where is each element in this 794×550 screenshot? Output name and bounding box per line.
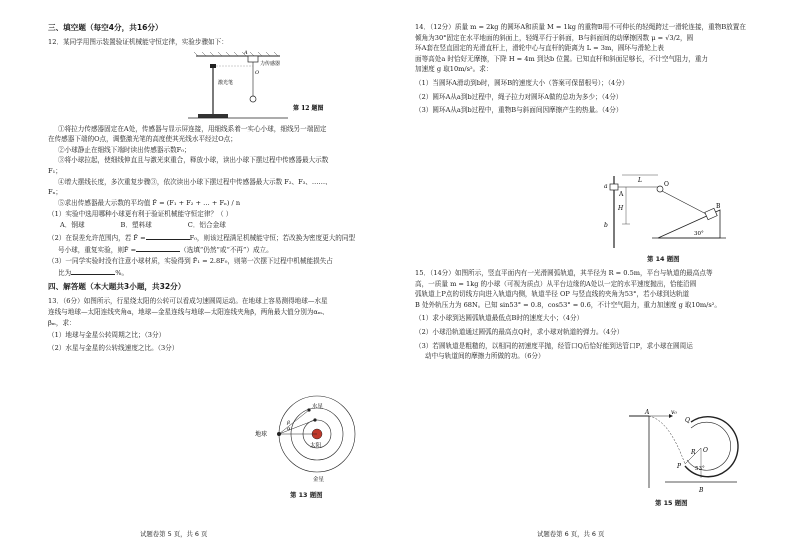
svg-text:激光笔: 激光笔: [218, 79, 234, 86]
q12-part3: （3）一同学实验时没有注意小球材质，实验得到 F̄₁ = 2.8F₀，则第一次摆下过程中机械能损失占: [48, 257, 333, 266]
q14-text-line: 加速度 g 取10m/s²。求：: [415, 65, 493, 74]
q12-step: ③将小球拉起，使细线伸直且与激光束重合，释放小球，读出小球下摆过程中传感器最大示数: [58, 156, 329, 165]
label-B: B: [716, 203, 721, 210]
label-mercury: 水星: [312, 404, 324, 410]
label-a: a: [604, 183, 608, 190]
q14-text-line: 倾角为30°固定在水平地面的斜面上，轻绳平行于斜面，B与斜面间的动摩擦因数 μ = √3/2，圆: [415, 33, 694, 42]
q12-steps: [48, 124, 383, 209]
q14-text-line: 面等高处a 时恰好无摩擦，下降 H = 4m 到达b 位置。已知直杆和斜面足够长，不计空气阻力，重力: [415, 54, 709, 63]
label-b: b: [604, 222, 608, 229]
q12-step: 在传感器下端的O点，调整激光笔的高度使其光线水平经过O点；: [48, 135, 237, 144]
answer-blank: [136, 244, 180, 252]
q12-step: ④增大摆线长度，多次重复步骤③，依次读出小球下摆过程中传感器最大示数 F₂、F₃、……、: [58, 177, 332, 186]
q12-step: ⑤求出传感器最大示数的平均值 F̄ = (F₁ + F₂ + … + Fₙ) / n: [58, 198, 241, 207]
planet-orbits-diagram: [255, 392, 375, 488]
q12-part1: （1）实验中选用哪种小球更有利于验证机械能守恒定律？（ ）: [48, 210, 233, 219]
q13-part2: （2）水星与金星的公转线速度之比。（3分）: [48, 343, 179, 352]
q12-step: ①将拉力传感器固定在A处，传感器与显示屏连接，用细线系着一实心小球，细线另一端固定: [58, 124, 327, 133]
svg-text:O: O: [255, 69, 260, 76]
label-angle: 53°: [695, 466, 705, 472]
q13-text-line: βₘ，求：: [48, 318, 76, 327]
label-earth: 地球: [255, 431, 268, 438]
q14-part2: （2）圆环A从a到b过程中，绳子拉力对圆环A做的总功为多少；（4分）: [415, 92, 623, 101]
label-P: P: [677, 463, 682, 470]
q15-text-line: B 处外轨压力为 68N。已知 sin53° = 0.8，cos53° = 0.6，不计空气阻力，重力加速度 g 取10m/s²。: [415, 300, 722, 309]
section-solve-heading: 四、解答题（本大题共3小题，共32分）: [48, 282, 186, 292]
q12-step: ②小球静止在细线下端时读出传感器示数F₀；: [58, 145, 191, 154]
option-a: A．钢球: [60, 220, 85, 229]
projectile-circular-track-diagram: [625, 408, 745, 498]
label-A: A: [645, 409, 650, 416]
ring-pulley-incline-diagram: [602, 172, 732, 252]
q15-part3-cont: 动中与轨道间的摩擦力所做的功。（6分）: [425, 352, 545, 361]
label-L: L: [638, 177, 642, 184]
figure-13-caption: 第 13 题图: [290, 491, 323, 499]
q15-text-line: 弧轨道上P点的切线方向进入轨道内侧，轨道半径 OP 与竖直线的夹角为53°，若小球到达轨道: [415, 290, 690, 299]
label-venus: 金星: [313, 477, 325, 483]
q14-text-line: 14．（12分）质量 m = 2kg 的圆环A和质量 M = 1kg 的重物B用不可伸长的轻绳跨过一滑轮连接，重物B放置在: [415, 23, 746, 31]
label-H: H: [618, 205, 624, 212]
svg-text:力传感器: 力传感器: [260, 60, 281, 67]
label-beta: β: [287, 420, 290, 426]
q15-block: [415, 268, 766, 362]
section-fill-in-heading: 三、填空题（每空4分，共16分）: [48, 23, 163, 32]
q12-part3-cont: 比为 %。: [58, 268, 129, 277]
option-b: B．塑料球: [120, 220, 152, 229]
pendulum-apparatus-diagram: [48, 48, 383, 124]
label-O: O: [664, 181, 669, 188]
figure-12: [48, 48, 383, 124]
q12-intro: 12．某同学用图示装置验证机械能守恒定律，实验步骤如下：: [48, 38, 228, 46]
page-footer: 试题卷第 5 页，共 6 页: [140, 530, 208, 538]
q15-part3: （3）若圆轨道是粗糙的，以相同的初速度平抛，经管口Q后恰好能到达管口P，求小球在圆周运: [415, 341, 693, 350]
answer-blank: [71, 267, 115, 275]
label-sun: 太阳: [310, 443, 322, 449]
q15-part1: （1）求小球到达圆弧轨道最低点B时的速度大小；（4分）: [415, 314, 584, 323]
figure-14-caption: 第 14 题图: [647, 255, 680, 263]
q15-part2: （2）小球沿轨道通过圆弧的最高点Q时，求小球对轨道的弹力。（4分）: [415, 327, 624, 336]
label-angle: 30°: [694, 231, 704, 237]
page-footer: 试题卷第 6 页，共 6 页: [537, 530, 605, 538]
q14-text-line: 环A套在竖直固定的光滑直杆上，滑轮中心与直杆的距离为 L = 3m，圆环与滑轮上表: [415, 44, 664, 53]
q15-text-line: 高，一质量 m = 1kg 的小球（可视为质点）从平台边缘的A处以一定的水平速度抛出，恰能沿圆: [415, 279, 697, 288]
label-O: O: [703, 447, 708, 454]
q12-part2: （2）在误差允许范围内，若 F̄ = F₀，则该过程满足机械能守恒；若改换为密度更大的同型: [48, 233, 356, 242]
q12-step: F₁；: [48, 166, 62, 175]
label-v0: v₀: [671, 409, 677, 416]
q13-part1: （1）地球与金星公转周期之比；（3分）: [48, 331, 166, 340]
q12-step: Fₙ；: [48, 188, 63, 197]
figure-15-caption: 第 15 题图: [655, 499, 688, 507]
label-Q: Q: [685, 417, 690, 424]
q12-part2-cont: 号小球，重复实验，则F̄ = （选填“仍然”或“不再”）成立。: [58, 245, 273, 254]
q15-text-line: 15．（14分）如图所示，竖直平面内有一光滑圆弧轨道，其半径为 R = 0.5m，平台与轨道的最高点等: [415, 269, 713, 277]
q13-text-line: 13．（6分）如图所示，行星绕太阳的公转可以看成匀速圆周运动。在地球上容易测得地球—水星: [48, 297, 328, 306]
q14-part1: （1）当圆环A滑动到b时，圆环B的速度大小（答案可保留根号）；（4分）: [415, 78, 629, 87]
q12-options: [48, 220, 383, 231]
label-B: B: [699, 487, 704, 494]
svg-text:第 12 题图: 第 12 题图: [293, 104, 324, 112]
option-c: C．铝合金球: [187, 220, 226, 229]
exam-page-6: [397, 0, 794, 550]
q13-text-line: 连线与地球—太阳连线夹角α，地球—金星连线与地球—太阳连线夹角β，两角最大值分别为αₘ、: [48, 307, 329, 316]
q14-part3: （3）圆环A从a到b过程中，重物B与斜面间因摩擦产生的热量。（4分）: [415, 106, 623, 115]
answer-blank: [146, 232, 190, 240]
label-R: R: [691, 449, 696, 456]
label-alpha: α: [287, 426, 291, 432]
label-A: A: [619, 191, 624, 198]
label-A: A: [244, 49, 248, 56]
